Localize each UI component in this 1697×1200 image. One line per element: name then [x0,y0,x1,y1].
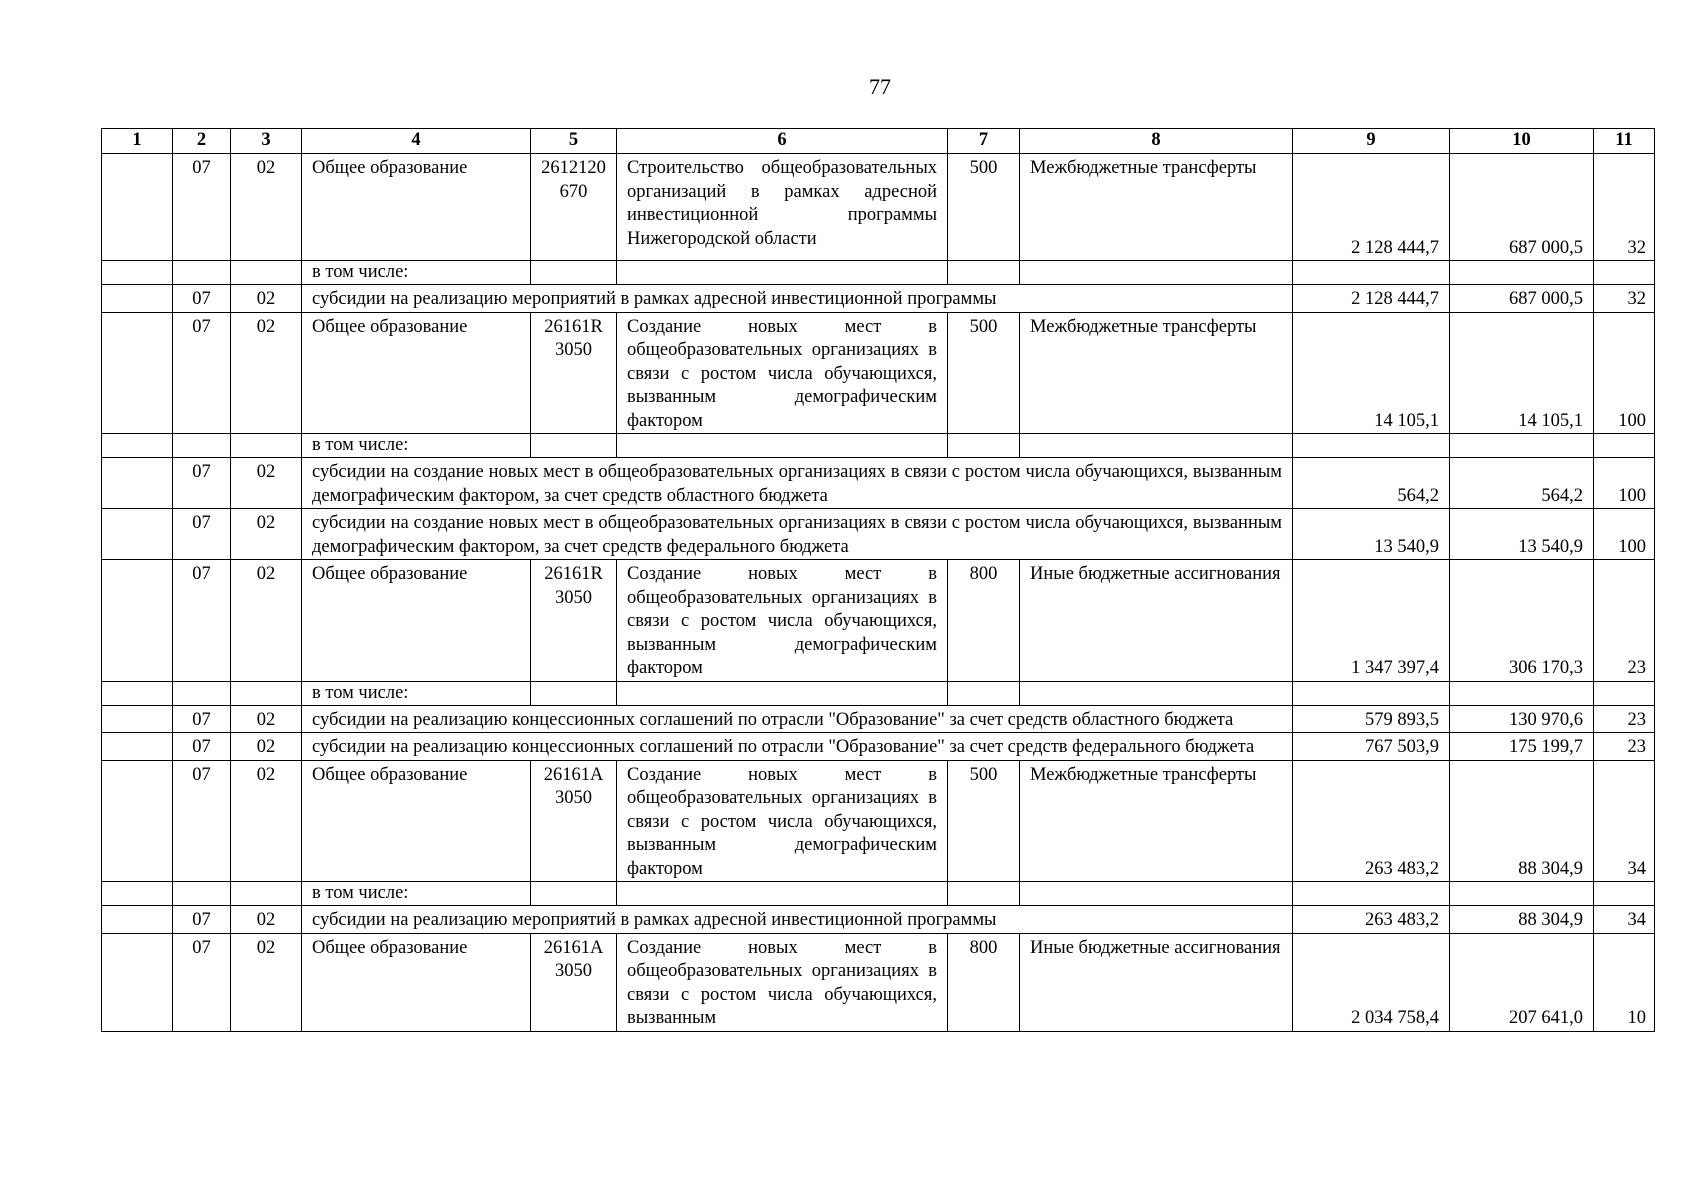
execution-percent: 10 [1594,933,1655,1031]
expense-type-name: Межбюджетные трансферты [1020,760,1293,882]
subsection-code: 02 [231,760,302,882]
empty-cell [948,261,1020,285]
expense-type-name: Иные бюджетные ассигнования [1020,933,1293,1031]
subsidy-description: субсидии на реализацию мероприятий в рамках адресной инвестиционной программы [302,285,1293,313]
section-code: 07 [173,560,231,682]
empty-cell [231,882,302,906]
empty-cell [617,882,948,906]
col-1-cell [102,458,173,509]
empty-cell [1450,882,1594,906]
expense-description: Создание новых мест в общеобразовательных организациях в связи с ростом числа обучающихся, вызванным [617,933,948,1031]
section-code: 07 [173,705,231,733]
section-code: 07 [173,733,231,761]
planned-amount: 13 540,9 [1293,509,1450,560]
col-1-cell [102,933,173,1031]
planned-amount: 2 128 444,7 [1293,154,1450,261]
in-that-number-label: в том числе: [302,261,531,285]
subsidy-row [102,509,1655,560]
col-1-cell [102,705,173,733]
subsection-code: 02 [231,933,302,1031]
table-row [102,154,1655,261]
expense-description: Создание новых мест в общеобразовательных организациях в связи с ростом числа обучающихся, вызванным демографическим фактором [617,560,948,682]
section-name: Общее образование [302,933,531,1031]
section-name: Общее образование [302,760,531,882]
planned-amount: 263 483,2 [1293,760,1450,882]
section-name: Общее образование [302,560,531,682]
subsidy-description: субсидии на создание новых мест в общеобразовательных организациях в связи с ростом числа обучающихся, вызванным демографическим фактором, за счет средств областного бюджета [302,458,1293,509]
target-article-code: 26161А3050 [531,933,617,1031]
empty-cell [173,882,231,906]
target-article-code: 26161R3050 [531,312,617,434]
subsidy-row [102,906,1655,934]
executed-amount: 88 304,9 [1450,760,1594,882]
subsidy-row [102,458,1655,509]
expense-type-name: Иные бюджетные ассигнования [1020,560,1293,682]
empty-cell [1293,261,1450,285]
subsection-code: 02 [231,509,302,560]
empty-cell [1293,434,1450,458]
empty-cell [1293,882,1450,906]
planned-amount: 564,2 [1293,458,1450,509]
budget-table [101,128,1655,1032]
empty-cell [173,434,231,458]
empty-cell [1020,681,1293,705]
section-code: 07 [173,312,231,434]
subsection-code: 02 [231,154,302,261]
table-row [102,560,1655,682]
execution-percent: 100 [1594,458,1655,509]
empty-cell [102,681,173,705]
column-number-header: 3 [231,129,302,154]
empty-cell [1020,434,1293,458]
empty-cell [531,882,617,906]
empty-cell [617,261,948,285]
empty-cell [948,681,1020,705]
empty-cell [102,261,173,285]
column-number-header: 2 [173,129,231,154]
execution-percent: 34 [1594,906,1655,934]
empty-cell [1020,882,1293,906]
execution-percent: 34 [1594,760,1655,882]
table-row [102,312,1655,434]
section-code: 07 [173,906,231,934]
empty-cell [531,261,617,285]
subsidy-description: субсидии на реализацию мероприятий в рамках адресной инвестиционной программы [302,906,1293,934]
execution-percent: 32 [1594,285,1655,313]
subsection-code: 02 [231,906,302,934]
expense-type-code: 500 [948,760,1020,882]
empty-cell [948,434,1020,458]
empty-cell [231,261,302,285]
in-that-number-label: в том числе: [302,882,531,906]
executed-amount: 88 304,9 [1450,906,1594,934]
column-number-header: 10 [1450,129,1594,154]
empty-cell [1293,681,1450,705]
section-code: 07 [173,933,231,1031]
section-code: 07 [173,285,231,313]
in-that-number-label: в том числе: [302,681,531,705]
section-code: 07 [173,458,231,509]
executed-amount: 175 199,7 [1450,733,1594,761]
execution-percent: 23 [1594,733,1655,761]
empty-cell [102,882,173,906]
empty-cell [1594,434,1655,458]
empty-cell [948,882,1020,906]
target-article-code: 26161А3050 [531,760,617,882]
expense-type-name: Межбюджетные трансферты [1020,154,1293,261]
expense-description: Создание новых мест в общеобразовательных организациях в связи с ростом числа обучающихся, вызванным демографическим фактором [617,760,948,882]
executed-amount: 14 105,1 [1450,312,1594,434]
executed-amount: 564,2 [1450,458,1594,509]
subsection-code: 02 [231,458,302,509]
col-1-cell [102,285,173,313]
empty-cell [1450,434,1594,458]
empty-cell [531,681,617,705]
col-1-cell [102,154,173,261]
planned-amount: 2 034 758,4 [1293,933,1450,1031]
empty-cell [531,434,617,458]
expense-type-name: Межбюджетные трансферты [1020,312,1293,434]
execution-percent: 100 [1594,509,1655,560]
subsidy-row [102,705,1655,733]
executed-amount: 687 000,5 [1450,285,1594,313]
col-1-cell [102,312,173,434]
subsection-code: 02 [231,312,302,434]
in-that-number-row [102,882,1655,906]
execution-percent: 23 [1594,560,1655,682]
in-that-number-row [102,434,1655,458]
empty-cell [1594,882,1655,906]
target-article-code: 26161R3050 [531,560,617,682]
empty-cell [1020,261,1293,285]
executed-amount: 687 000,5 [1450,154,1594,261]
planned-amount: 1 347 397,4 [1293,560,1450,682]
col-1-cell [102,760,173,882]
execution-percent: 100 [1594,312,1655,434]
subsection-code: 02 [231,705,302,733]
col-1-cell [102,509,173,560]
table-row [102,760,1655,882]
column-number-row [102,129,1655,154]
subsection-code: 02 [231,733,302,761]
subsection-code: 02 [231,285,302,313]
in-that-number-row [102,261,1655,285]
empty-cell [231,434,302,458]
column-number-header: 6 [617,129,948,154]
executed-amount: 207 641,0 [1450,933,1594,1031]
column-number-header: 7 [948,129,1020,154]
section-code: 07 [173,509,231,560]
target-article-code: 2612120670 [531,154,617,261]
section-code: 07 [173,154,231,261]
column-number-header: 5 [531,129,617,154]
subsidy-description: субсидии на создание новых мест в общеобразовательных организациях в связи с ростом числа обучающихся, вызванным демографическим фактором, за счет средств федерального бюджета [302,509,1293,560]
subsidy-row [102,733,1655,761]
section-code: 07 [173,760,231,882]
table-body [102,154,1655,1032]
empty-cell [102,434,173,458]
empty-cell [231,681,302,705]
expense-type-code: 500 [948,312,1020,434]
planned-amount: 767 503,9 [1293,733,1450,761]
expense-type-code: 500 [948,154,1020,261]
column-number-header: 4 [302,129,531,154]
subsection-code: 02 [231,560,302,682]
executed-amount: 130 970,6 [1450,705,1594,733]
planned-amount: 14 105,1 [1293,312,1450,434]
empty-cell [1450,681,1594,705]
col-1-cell [102,733,173,761]
empty-cell [1594,681,1655,705]
table-row [102,933,1655,1031]
column-number-header: 9 [1293,129,1450,154]
empty-cell [617,681,948,705]
planned-amount: 579 893,5 [1293,705,1450,733]
col-1-cell [102,560,173,682]
execution-percent: 23 [1594,705,1655,733]
empty-cell [617,434,948,458]
empty-cell [173,261,231,285]
section-name: Общее образование [302,154,531,261]
column-number-header: 1 [102,129,173,154]
expense-type-code: 800 [948,933,1020,1031]
execution-percent: 32 [1594,154,1655,261]
column-number-header: 11 [1594,129,1655,154]
planned-amount: 263 483,2 [1293,906,1450,934]
col-1-cell [102,906,173,934]
expense-description: Строительство общеобразовательных организаций в рамках адресной инвестиционной программы Нижегородской области [617,154,948,261]
subsidy-row [102,285,1655,313]
subsidy-description: субсидии на реализацию концессионных соглашений по отрасли "Образование" за счет средств областного бюджета [302,705,1293,733]
executed-amount: 306 170,3 [1450,560,1594,682]
empty-cell [1450,261,1594,285]
empty-cell [1594,261,1655,285]
expense-type-code: 800 [948,560,1020,682]
empty-cell [173,681,231,705]
subsidy-description: субсидии на реализацию концессионных соглашений по отрасли "Образование" за счет средств федерального бюджета [302,733,1293,761]
section-name: Общее образование [302,312,531,434]
page-number: 77 [869,74,891,99]
in-that-number-row [102,681,1655,705]
in-that-number-label: в том числе: [302,434,531,458]
column-number-header: 8 [1020,129,1293,154]
expense-description: Создание новых мест в общеобразовательных организациях в связи с ростом числа обучающихся, вызванным демографическим фактором [617,312,948,434]
planned-amount: 2 128 444,7 [1293,285,1450,313]
executed-amount: 13 540,9 [1450,509,1594,560]
